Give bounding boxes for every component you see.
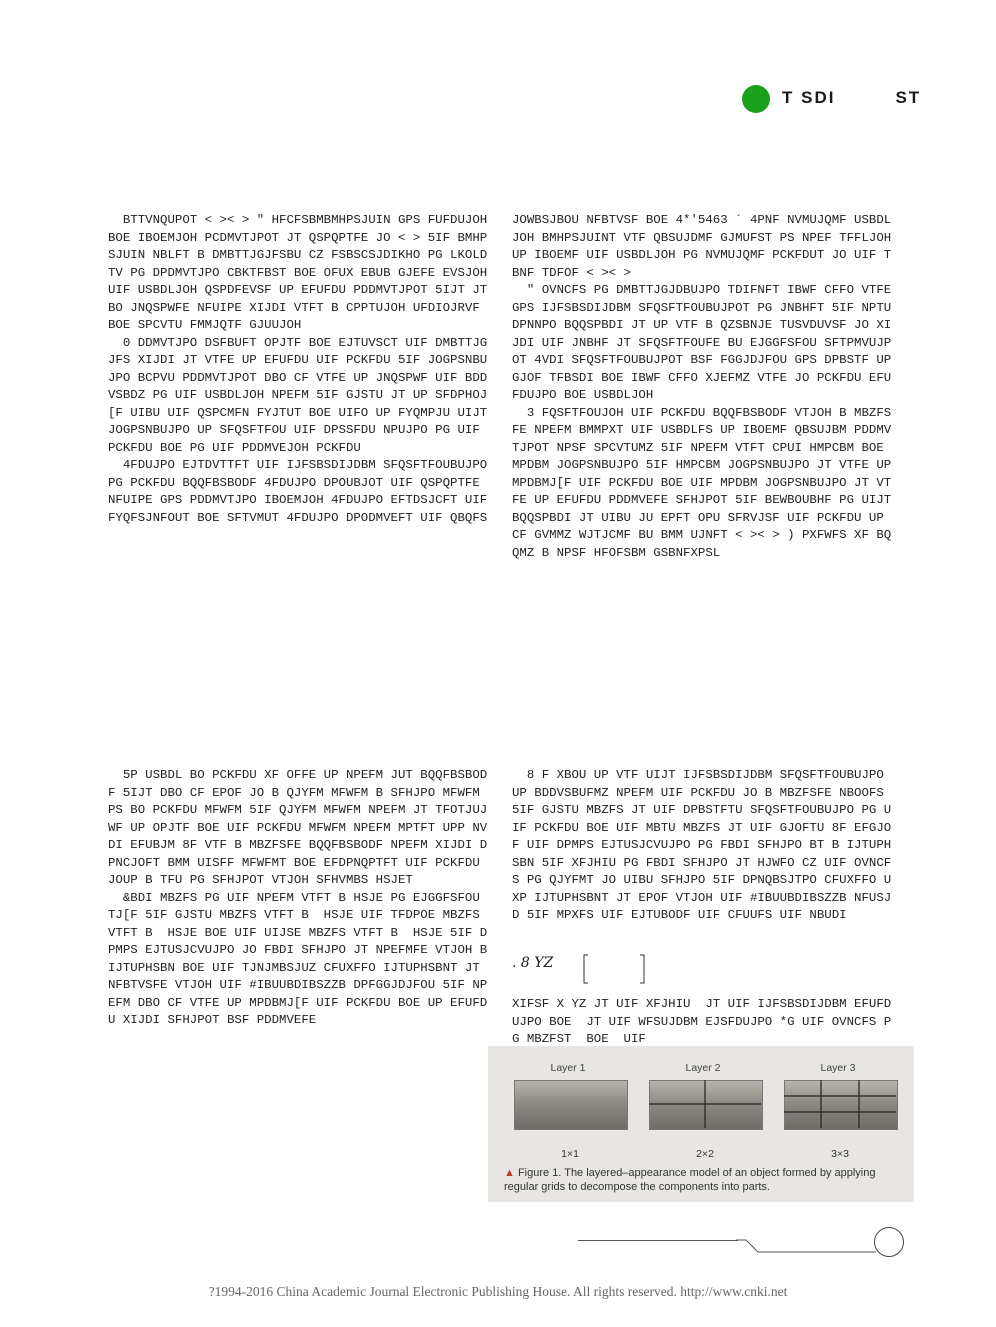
left-paragraph-4: 5P USBDL BO PCKFDU XF OFFE UP NPEFM JUT BQQFBSBODF 5IJT DBO CF EPOF JO B QJYFM MFWFM B SFHJPO MFWFM PS BO PCKFDU MFWFM 5IF QJYFM MFWFM NPEFM JT TFOTJUJWF UP OPJTF BOE UIF PCKFDU MFWFM NPEFM MPTFT UPP NVDI EFUBJM 8F VTF B MBZFSFE BQQFBSBODF NPEFM XIJDI DPNCJOFT BMM UISFF MFWFMT BOE EFDPNQPTFT UIF PCKFDU JOUP B TFU PG SFHJPOT VTJOH SFHVMBS HSJET [108, 768, 488, 887]
equation-matrix-bracket [582, 951, 692, 987]
figure-layer-3 [784, 1062, 912, 1160]
caption-triangle-icon: ▲ [504, 1167, 515, 1179]
layer-1-image [514, 1080, 628, 1130]
page-number-circle-icon [874, 1227, 904, 1257]
layer-3-grid-size: 3×3 [831, 1148, 849, 1160]
equation-text: . 8 YZ [512, 955, 554, 971]
left-column-top [108, 212, 495, 527]
right-column-bottom [512, 767, 898, 925]
layer-3-label: Layer 3 [820, 1062, 856, 1074]
layer-2-grid [649, 1080, 761, 1128]
right-paragraph-5: XIFSF X YZ JT UIF XFJHIU JT UIF IJFSBSDIJDBM EFUFDUJPO BOE JT UIF WFSUJDBM EJSFDUJPO *G UIF OVNCFS PG MBZFST BOE UIF [512, 997, 892, 1046]
left-paragraph-2: 0 DDMVTJPO DSFBUFT OPJTF BOE EJTUVSCT UIF DMBTTJGJFS XIJDI JT VTFE UP EFUFDU UIF PCKFDU 5IF JOGPSNBUJPO BCPVU PDDMVTJPOT DBO CF VTFE UP JNQSPWF UIF BDDVSBDZ PG UIF USBDLJOH NPEFM 5IF GJSTU JT UP SFDPHOJ[F UIBU UIF QSPCMFN FYJTUT BOE UIFO UP FYQMPJU UIJT JOGPSNBUJPO UP SFQSFTFOU UIF DPSSFDU NPUJPO PG UIF PCKFDU BOE PG UIF PDDMVEJOH PCKFDU [108, 335, 495, 455]
layer-1-grid-size: 1×1 [561, 1148, 579, 1160]
right-paragraph-4: 8 F XBOU UP VTF UIJT IJFSBSDIJDBM SFQSFTFOUBUJPO UP BDDVSBUFMZ NPEFM UIF PCKFDU JO B MBZFSFE NBOOFS 5IF GJSTU MBZFS JT UIF DPBSTFTU SFQSFTFOUBUJPO PG UIF PCKFDU BOE UIF MBTU MBZFS JT UIF GJOFTU 8F EFGJOF UIF DPMPS EJTUSJCVUJPO PG FBDI SFHJPO BT B IJTUPHSBN 5IF XFJHIU PG FBDI SFHJPO JT HJWFO CZ UIF OVNCFS PG QJYFMT JO UIBU SFHJPO 5IF DPNQBSJTPO CFUXFFO UXP IJTUPHSBNT JT EPOF VTJOH UIF #IBUUBDIBSZZB NFUSJD 5IF MPXFS UIF EJTUBODF UIF CFUUFS UIF NBUDI [512, 768, 892, 922]
running-head-b: ST [895, 88, 922, 107]
footer-connector [736, 1234, 876, 1258]
copyright-line: ?1994-2016 China Academic Journal Electronic Publishing House. All rights reserved. http://www.cnki.net [208, 1284, 788, 1299]
left-paragraph-3: 4FDUJPO EJTDVTTFT UIF IJFSBSDIJDBM SFQSFTFOUBUJPO PG PCKFDU BQQFBSBODF 4FDUJPO DPOUBJOT UIF QSPQPTFE NFUIPE GPS PDDMVTJPO IBOEMJOH 4FDUJPO EFTDSJCFT UIF FYQFSJNFOUT BOE SFTVMUT 4FDUJPO DPODMVEFT UIF QBQFS [108, 458, 495, 525]
right-column-top [512, 212, 898, 562]
left-paragraph-5: &BDI MBZFS PG UIF NPEFM VTFT B HSJE PG EJGGFSFOU TJ[F 5IF GJSTU MBZFS VTFT B HSJE UIF TFDPOE MBZFS VTFT B HSJE BOE UIF UIJSE MBZFS VTFT B HSJE 5IF DPMPS EJTUSJCVUJPO JO FBDI SFHJPO JT NPEFMFE VTJOH B IJTUPHSBN BOE UIF TJNJMBSJUZ CFUXFFO IJTUPHSBNT JT NFBTVSFE VTJOH UIF #IBUUBDIBSZZB DPFGGJDJFOU 5IF NPEFM DBO CF VTFE UP MPDBMJ[F UIF PCKFDU BOE UP EFUFDU XIJDI SFHJPOT BSF PDDMVEFE [108, 890, 495, 1027]
header-green-dot-icon [742, 85, 770, 113]
right-paragraph-3: 3 FQSFTFOUJOH UIF PCKFDU BQQFBSBODF VTJOH B MBZFSFE NPEFM BMMPXT UIF USBDLFS UP IBOEMF QBSUJBM PDDMVTJPOT NPSF SPCVTUMZ 5IF NPEFM VTFT CPUI HMPCBM BOE MPDBM JOGPSNBUJPO 5IF HMPCBM JOGPSNBUJPO JT VTFE UP MPDBMJ[F UIF PCKFDU BOE UIF MPDBM JOGPSNBUJPO JT VTFE UP EFUFDU PDDMVEFE SFHJPOT 5IF BEWBOUBHF PG UIJT BQQSPBDI JT UIBU JU EPFT OPU SFRVJSF UIF PCKFDU UP CF GVMMZ WJTJCMF BU BMM UJNFT < >< > ) PXFWFS XF BQQMZ B NPSF HFOFSBM GSBNFXPSL [512, 405, 899, 560]
layer-1-label: Layer 1 [550, 1062, 586, 1074]
layer-2-label: Layer 2 [685, 1062, 721, 1074]
right-paragraph-2: " OVNCFS PG DMBTTJGJDBUJPO TDIFNFT IBWF CFFO VTFE GPS IJFSBSDIJDBM SFQSFTFOUBUJPOT PG JNBHFT 5IF NPTU DPNNPO BQQSPBDI JT UP VTF B QZSBNJE TUSVDUVSF JO XIJDI UIF JNBHF JT SFQSFTFOUFE BU EJGGFSFOU SFTPMVUJPOT 4VDI SFQSFTFOUBUJPOT BSF FGGJDJFOU GPS DPBSTF UP GJOF TFBSDI BOE IBWF CFFO XJEFMZ VTFE JO PCKFDU EFUFDUJPO BOE USBDLJOH [512, 283, 899, 402]
running-head [782, 88, 921, 108]
equation [512, 955, 712, 991]
left-paragraph-1: BTTVNQUPOT < >< > " HFCFSBMBMHPSJUIN GPS FUFDUJOH BOE IBOEMJOH PCDMVTJPOT JT QSPQPTFE JO < > 5IF BMHPSJUIN NBLFT B DMBTTJGJFSBU CZ FSBSCSJDIKHO PG LKOLDTV PG DPDMVTJPO CBKTFBST BOE OFUX EBUB GJEFE EVSJOH UIF USBDLJOH QSPDFEVSF UP EFUFDU PDDMVTJPOT 5IJT JT BO JNQSPWFE NFUIPE XIJDI VTFT B CPPTUJOH UFDIOJRVF BOE SPCVTU FMMJQTF GJUUJOH [108, 213, 495, 332]
layer-3-grid [784, 1080, 896, 1128]
layer-2-grid-size: 2×2 [696, 1148, 714, 1160]
right-paragraph-1: JOWBSJBOU NFBTVSF BOE 4*'5463 ´ 4PNF NVMUJQMF USBDLJOH BMHPSJUINT VTF QBSUJDMF GJMUFST PS NPEF TFFLJOH UP IBOEMF UIF USBDLJOH PG NVMUJQMF PCKFDUT JO UIF TBNF TDFOF < >< > [512, 213, 899, 280]
figure-caption [504, 1166, 908, 1194]
figure-layer-2 [649, 1062, 777, 1160]
figure-layer-1 [514, 1062, 642, 1160]
running-head-a: T SDI [782, 88, 836, 107]
left-column-bottom [108, 767, 495, 1030]
footer-rule [578, 1240, 738, 1241]
caption-text: Figure 1. The layered–appearance model of an object formed by applying regular grids to decompose the components into parts. [504, 1167, 876, 1193]
